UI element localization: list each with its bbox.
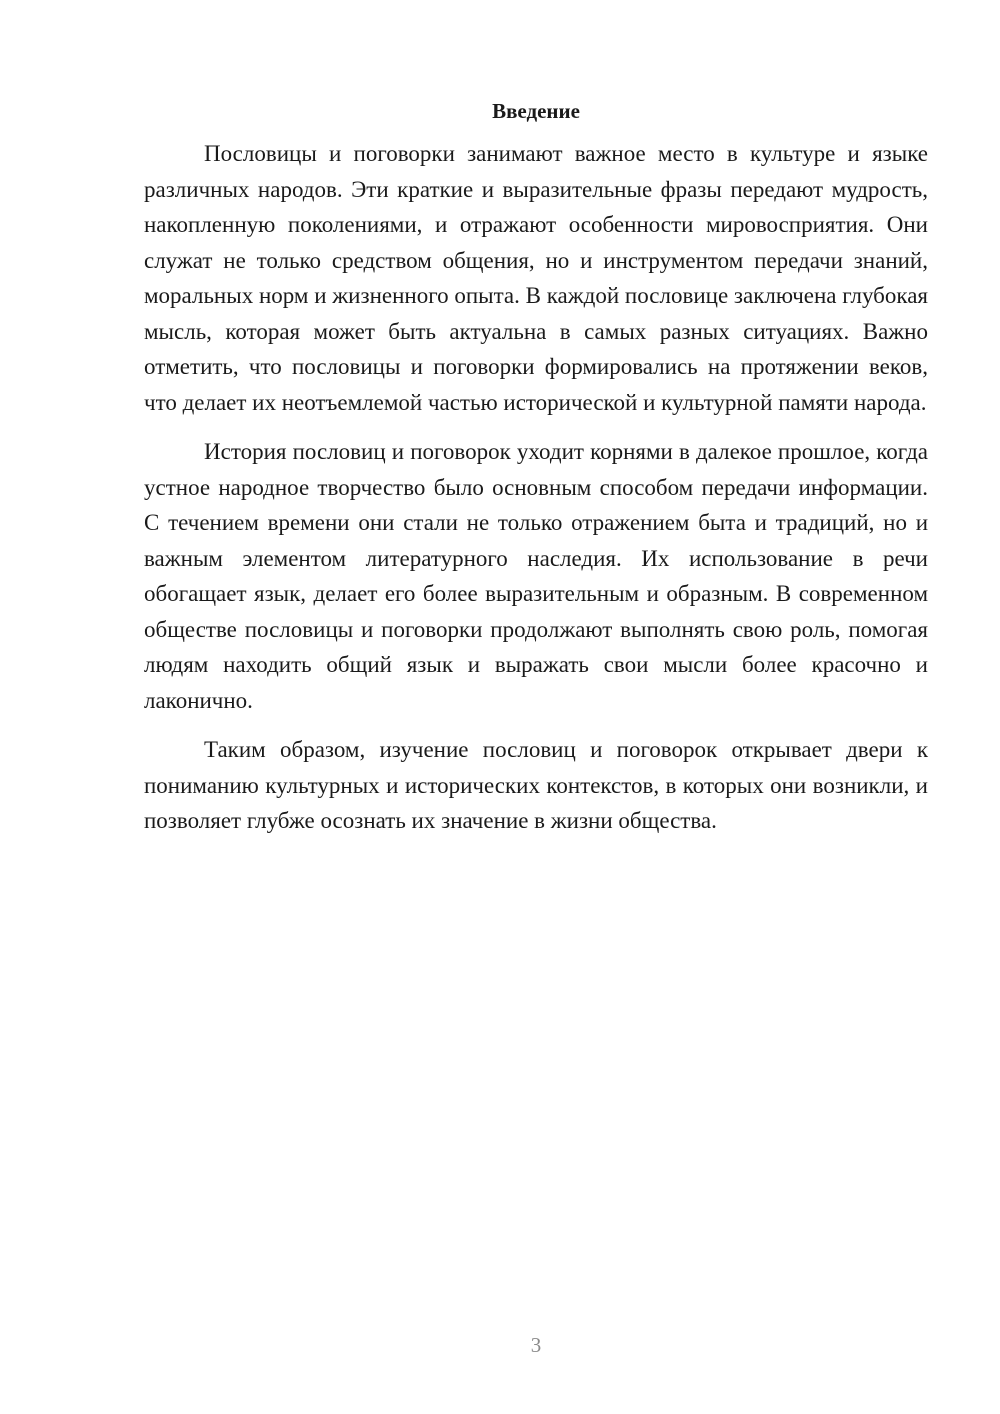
paragraph-3: Таким образом, изучение пословиц и поговорок открывает двери к пониманию культурных и исторических контекстов, в которых они возникли, и позволяет глубже осознать их значение в жизни общества. [144,737,928,833]
page-number: 3 [530,1333,542,1357]
paragraph-1: Пословицы и поговорки занимают важное место в культуре и языке различных народов. Эти краткие и выразительные фразы передают мудрость, накопленную поколениями, и отражают особенности мировосприятия. Они служат не только средством общения, но и инструментом передачи знаний, моральных норм и жизненного опыта. В каждой пословице заключена глубокая мысль, которая может быть актуальна в самых разных ситуациях. Важно отметить, что пословицы и поговорки формировались на протяжении веков, что делает их неотъемлемой частью исторической и культурной памяти народа. [144,141,928,415]
page-content [144,96,928,853]
paragraph-2: История пословиц и поговорок уходит корнями в далекое прошлое, когда устное народное творчество было основным способом передачи информации. С течением времени они стали не только отражением быта и традиций, но и важным элементом литературного наследия. Их использование в речи обогащает язык, делает его более выразительным и образным. В современном обществе пословицы и поговорки продолжают выполнять свою роль, помогая людям находить общий язык и выражать свои мысли более красочно и лаконично. [144,439,928,713]
section-title: Введение [492,99,580,123]
